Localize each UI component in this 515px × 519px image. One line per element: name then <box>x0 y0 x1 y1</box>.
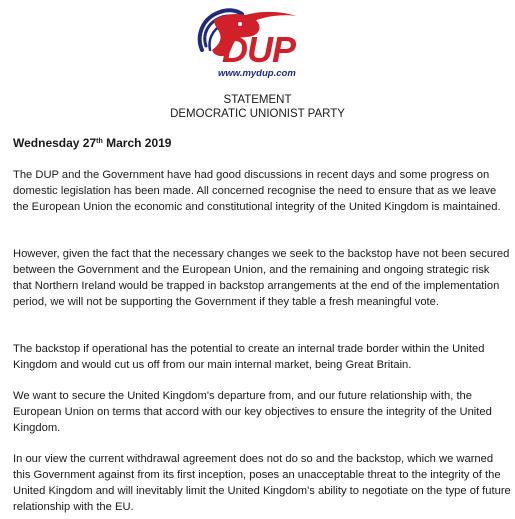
statement-date <box>13 136 171 151</box>
dup-logo <box>192 6 314 84</box>
date-day: Wednesday 27 <box>13 136 97 150</box>
paragraph-5: In our view the current withdrawal agreement does not do so and the backstop, which we warned this Government against from its first inception, poses an unacceptable threat to the integrity of the United Kingdom and will inevitably limit the United Kingdom's ability to negotiate on the type of future relationship with the EU. <box>13 453 511 513</box>
paragraph-4: We want to secure the United Kingdom's departure from, and our future relationship with, the European Union on terms that accord with our key objectives to ensure the integrity of the United Kingdom. <box>13 390 492 434</box>
paragraph-3: The backstop if operational has the potential to create an internal trade border within the United Kingdom and would cut us off from our main internal market, being Great Britain. <box>13 343 485 371</box>
date-ordinal: th <box>96 138 103 145</box>
date-month-year: March 2019 <box>102 136 172 150</box>
party-heading: DEMOCRATIC UNIONIST PARTY <box>170 108 345 120</box>
party-name: DUP <box>222 29 296 70</box>
paragraph-2: However, given the fact that the necessary changes we seek to the backstop have not been secured between the Government and the European Union, and the remaining and ongoing strategic risk that Northern Ireland would be trapped in backstop arrangements at the end of the implementation period, we will not be supporting the Government if they table a fresh meaningful vote. <box>13 248 510 308</box>
paragraph-1: The DUP and the Government have had good discussions in recent days and some progress on domestic legislation has been made. All concerned recognise the need to ensure that as we leave the European Union the economic and constitutional integrity of the United Kingdom is maintained. <box>13 169 501 213</box>
website-label: www.mydup.com <box>218 68 296 79</box>
statement-heading: STATEMENT <box>223 94 292 106</box>
